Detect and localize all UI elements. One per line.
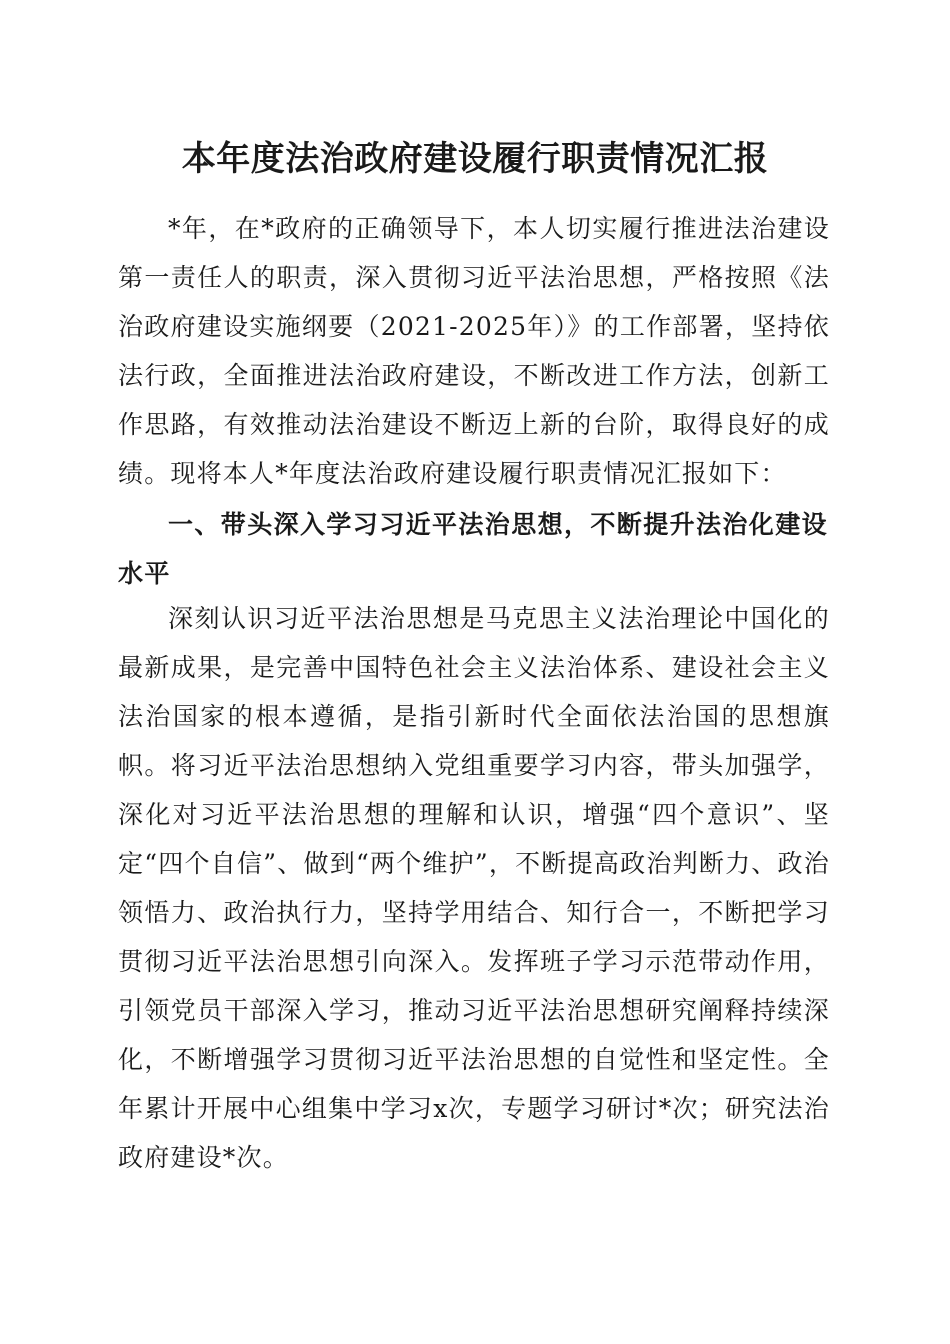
section-heading-1: 一、带头深入学习习近平法治思想，不断提升法治化建设水平 [118,510,829,588]
document-title: 本年度法治政府建设履行职责情况汇报 [181,139,769,179]
intro-paragraph: *年，在*政府的正确领导下，本人切实履行推进法治建设第一责任人的职责，深入贯彻习近平法治思想，严格按照《法治政府建设实施纲要（2021-2025年）》的工作部署，坚持依法行政，全面推进法治政府建设，不断改进工作方法，创新工作思路，有效推动法治建设不断迈上新的台阶，取得良好的成绩。现将本人*年度法治政府建设履行职责情况汇报如下： [118,214,830,488]
section-1-paragraph: 深刻认识习近平法治思想是马克思主义法治理论中国化的最新成果，是完善中国特色社会主义法治体系、建设社会主义法治国家的根本遵循，是指引新时代全面依法治国的思想旗帜。将习近平法治思想纳入党组重要学习内容，带头加强学，深化对习近平法治思想的理解和认识，增强“四个意识”、坚定“四个自信”、做到“两个维护”，不断提高政治判断力、政治领悟力、政治执行力，坚持学用结合、知行合一，不断把学习贯彻习近平法治思想引向深入。发挥班子学习示范带动作用，引领党员干部深入学习，推动习近平法治思想研究阐释持续深化，不断增强学习贯彻习近平法治思想的自觉性和坚定性。全年累计开展中心组集中学习x次，专题学习研讨*次；研究法治政府建设*次。 [118,604,830,1172]
